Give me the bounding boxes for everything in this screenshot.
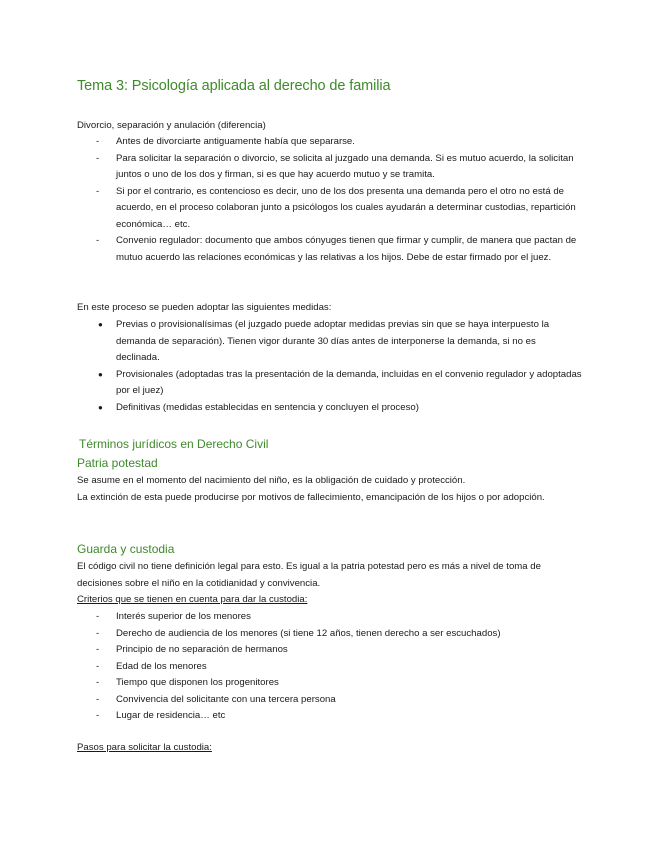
pasos-heading: Pasos para solicitar la custodia: — [77, 742, 212, 753]
dash-marker: - — [96, 627, 100, 639]
dash-marker: - — [96, 710, 100, 721]
dash-marker: - — [96, 185, 100, 197]
page-title: Tema 3: Psicología aplicada al derecho de familia — [77, 78, 391, 94]
list-item — [77, 708, 582, 725]
list-item-text: Convivencia del solicitante con una tercera persona — [116, 693, 336, 705]
list-item-text: Previas o provisionalísimas (el juzgado puede adoptar medidas previas sin que se haya interpuesto la demanda de separación). Tienen vigor durante 30 días antes de interponerse la demanda, si no es declinada. — [116, 319, 550, 363]
list-item — [77, 367, 582, 400]
criterios-heading: Criterios que se tienen en cuenta para dar la custodia: — [77, 594, 308, 605]
dash-marker: - — [96, 235, 100, 246]
list-item — [77, 692, 582, 709]
list-item-text: Para solicitar la separación o divorcio, se solicita al juzgado una demanda. Si es mutuo acuerdo, la solicitan juntos o uno de los dos y firman, si es que hay acuerdo mutuo y se tramita. — [116, 152, 574, 180]
list-item — [77, 184, 582, 234]
patria-potestad-heading: Patria potestad — [77, 456, 158, 470]
list-item-text: Convenio regulador: documento que ambos cónyuges tienen que firmar y cumplir, de manera que pactan de mutuo acuerdo las relaciones económicas y las relativas a los hijos. Debe de estar firmado por el juez. — [116, 235, 577, 263]
terminos-heading: Términos jurídicos en Derecho Civil — [79, 437, 269, 451]
list-item — [77, 626, 582, 643]
list-item — [77, 609, 582, 626]
section1-intro: Divorcio, separación y anulación (diferencia) — [77, 120, 266, 131]
dash-marker: - — [96, 136, 100, 147]
list-item-text: Derecho de audiencia de los menores (si tiene 12 años, tienen derecho a ser escuchados) — [116, 627, 501, 639]
list-item-text: Interés superior de los menores — [116, 611, 251, 622]
dash-marker: - — [96, 660, 100, 672]
list-item — [77, 233, 582, 266]
list-item-text: Antes de divorciarte antiguamente había que separarse. — [116, 136, 355, 147]
list-item-text: Tiempo que disponen los progenitores — [116, 677, 279, 688]
bullet-icon: ● — [98, 369, 103, 379]
guarda-custodia-heading: Guarda y custodia — [77, 542, 175, 556]
list-item — [77, 134, 582, 151]
list-item — [77, 675, 582, 692]
list-item-text: Definitivas (medidas establecidas en sentencia y concluyen el proceso) — [116, 401, 419, 413]
list-item-text: Principio de no separación de hermanos — [116, 644, 288, 655]
patria-paragraph-1: Se asume en el momento del nacimiento del niño, es la obligación de cuidado y protección. — [77, 475, 466, 486]
patria-paragraph-2: La extinción de esta puede producirse por motivos de fallecimiento, emancipación de los hijos o por adopción. — [77, 492, 545, 503]
list-item-text: Edad de los menores — [116, 660, 207, 672]
dash-marker: - — [96, 611, 100, 622]
list-item — [77, 659, 582, 676]
dash-marker: - — [96, 644, 100, 655]
list-item — [77, 151, 582, 184]
section2-intro: En este proceso se pueden adoptar las siguientes medidas: — [77, 302, 332, 313]
criterios-list — [77, 609, 582, 725]
bullet-icon: ● — [98, 402, 103, 412]
list-item — [77, 642, 582, 659]
dash-marker: - — [96, 693, 100, 705]
guarda-paragraph: El código civil no tiene definición legal para esto. Es igual a la patria potestad pero es más a nivel de toma de decisiones sobre el niño en la cotidianidad y convivencia. — [77, 561, 541, 589]
list-item-text: Si por el contrario, es contencioso es decir, uno de los dos presenta una demanda pero el otro no está de acuerdo, en el proceso colaboran junto a psicólogos los cuales ayudarán a determinar custodias, repartición económica… etc. — [116, 185, 576, 230]
bullet-icon: ● — [98, 320, 103, 329]
section2-list — [77, 317, 582, 416]
section1-list — [77, 134, 582, 266]
list-item-text: Lugar de residencia… etc — [116, 710, 226, 721]
dash-marker: - — [96, 152, 100, 164]
list-item — [77, 317, 582, 367]
list-item — [77, 400, 582, 417]
dash-marker: - — [96, 677, 100, 688]
list-item-text: Provisionales (adoptadas tras la presentación de la demanda, incluidas en el convenio regulador y adoptadas por el juez) — [116, 368, 582, 396]
